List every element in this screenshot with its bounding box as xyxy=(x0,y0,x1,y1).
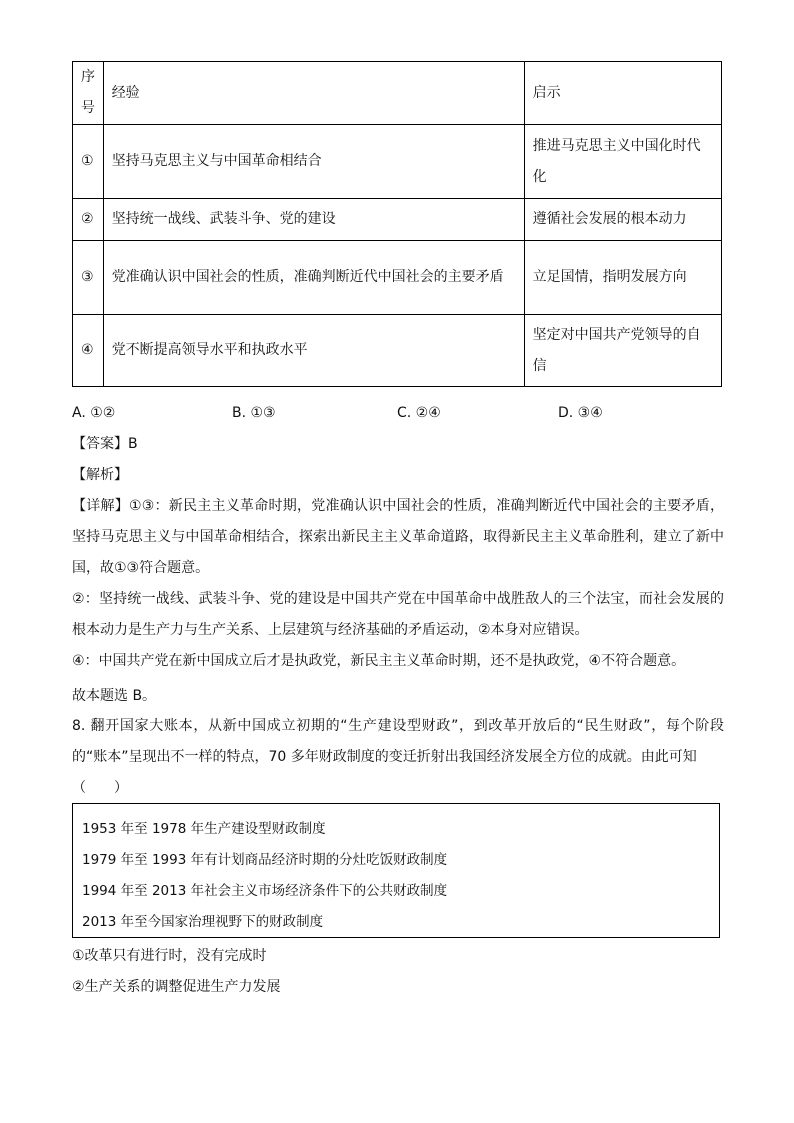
question-8-stem: 8. 翻开国家大账本，从新中国成立初期的“生产建设型财政”，到改革开放后的“民生财政”，每个阶段的“账本”呈现出不一样的特点，70 多年财政制度的变迁折射出我国经济发展全方位的成就。由此可知 xyxy=(72,718,724,765)
option-c: C. ②④ xyxy=(397,405,441,421)
header-experience: 经验 xyxy=(103,62,524,125)
option-d: D. ③④ xyxy=(558,405,603,421)
answer-parentheses: （ ） xyxy=(72,780,128,796)
row-number: ③ xyxy=(73,241,104,315)
analysis-heading: 【解析】 xyxy=(72,467,128,483)
box-line: 1953 年至 1978 年生产建设型财政制度 xyxy=(82,821,326,837)
row-inspiration: 遵循社会发展的根本动力 xyxy=(524,199,721,241)
detail-paragraph-3: ④：中国共产党在新中国成立后才是执政党，新民主主义革命时期，还不是执政党，④不符合题意。 xyxy=(72,653,686,669)
statement-1: ①改革只有进行时，没有完成时 xyxy=(72,948,267,964)
table-header-row xyxy=(73,62,722,125)
fiscal-history-box xyxy=(72,803,720,938)
header-number: 序号 xyxy=(73,62,104,125)
table-row xyxy=(73,315,722,387)
table-row xyxy=(73,199,722,241)
detail-paragraph-1: 【详解】①③：新民主主义革命时期，党准确认识中国社会的性质，准确判断近代中国社会的主要矛盾，坚持马克思主义与中国革命相结合，探索出新民主主义革命道路，取得新民主主义革命胜利，建立了新中国，故①③符合题意。 xyxy=(72,498,724,576)
row-number: ④ xyxy=(73,315,104,387)
row-inspiration: 推进马克思主义中国化时代化 xyxy=(524,125,721,199)
row-inspiration: 立足国情，指明发展方向 xyxy=(524,241,721,315)
row-experience: 坚持马克思主义与中国革命相结合 xyxy=(103,125,524,199)
row-experience: 党准确认识中国社会的性质，准确判断近代中国社会的主要矛盾 xyxy=(103,241,524,315)
row-experience: 党不断提高领导水平和执政水平 xyxy=(103,315,524,387)
row-inspiration: 坚定对中国共产党领导的自信 xyxy=(524,315,721,387)
row-number: ① xyxy=(73,125,104,199)
table-row xyxy=(73,125,722,199)
experience-table xyxy=(72,61,722,387)
box-line: 2013 年至今国家治理视野下的财政制度 xyxy=(82,914,324,930)
statement-2: ②生产关系的调整促进生产力发展 xyxy=(72,979,281,995)
box-line: 1979 年至 1993 年有计划商品经济时期的分灶吃饭财政制度 xyxy=(82,852,448,868)
header-inspiration: 启示 xyxy=(524,62,721,125)
row-experience: 坚持统一战线、武装斗争、党的建设 xyxy=(103,199,524,241)
table-row xyxy=(73,241,722,315)
box-line: 1994 年至 2013 年社会主义市场经济条件下的公共财政制度 xyxy=(82,883,448,899)
option-a: A. ①② xyxy=(72,405,116,421)
answer-label: 【答案】B xyxy=(72,436,138,452)
conclusion: 故本题选 B。 xyxy=(72,688,157,704)
row-number: ② xyxy=(73,199,104,241)
detail-paragraph-2: ②：坚持统一战线、武装斗争、党的建设是中国共产党在中国革命中战胜敌人的三个法宝，而社会发展的根本动力是生产力与生产关系、上层建筑与经济基础的矛盾运动，②本身对应错误。 xyxy=(72,591,724,638)
option-b: B. ①③ xyxy=(232,405,276,421)
